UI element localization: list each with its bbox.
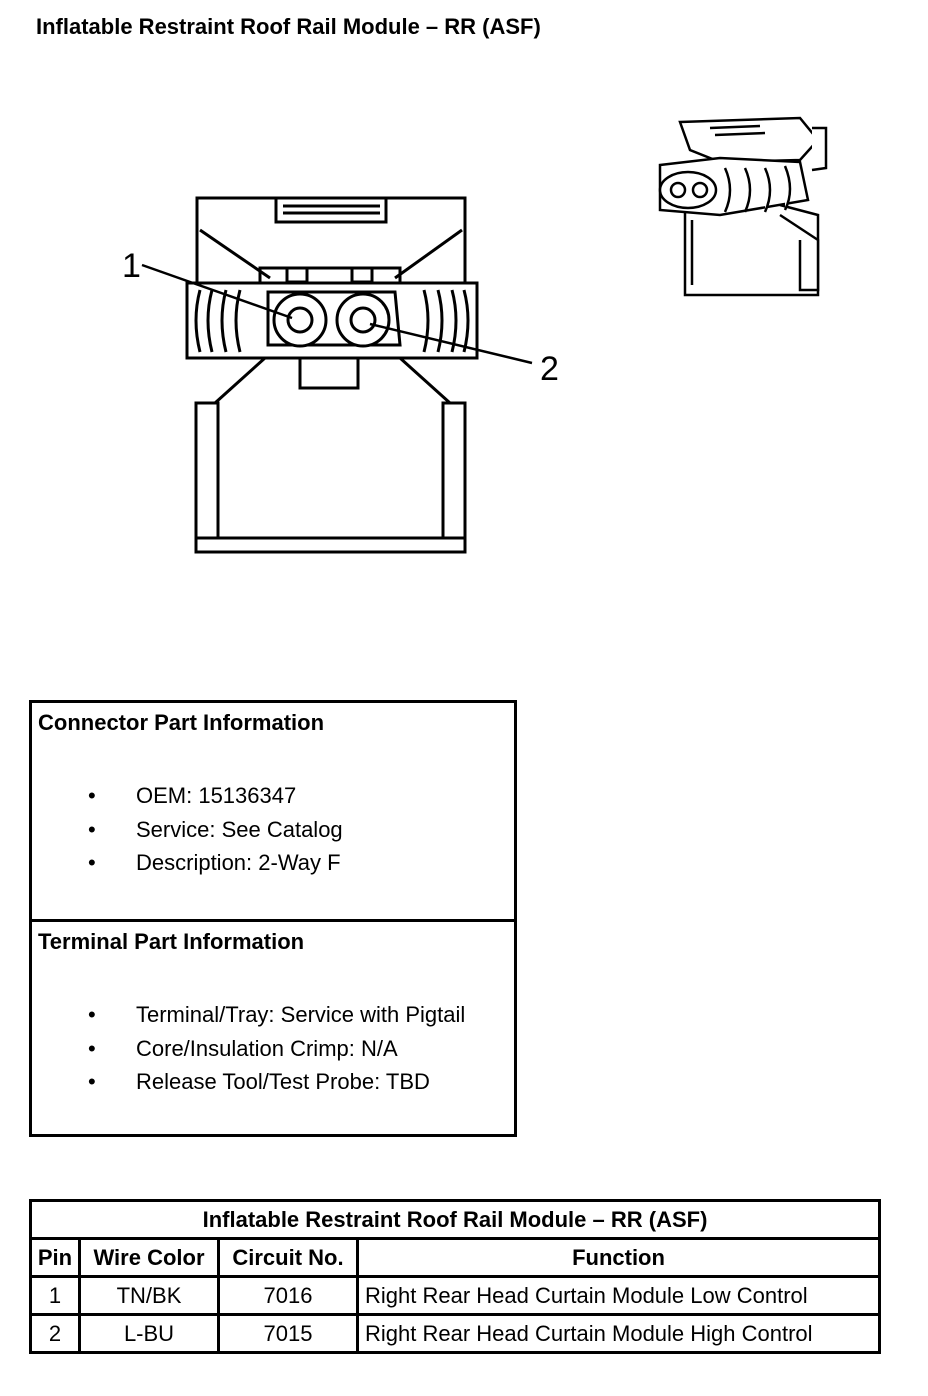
terminal-info-crimp: Core/Insulation Crimp: N/A	[136, 1035, 398, 1061]
table-title: Inflatable Restraint Roof Rail Module – RR (ASF)	[31, 1201, 880, 1239]
cell-wire-color: L-BU	[80, 1315, 219, 1353]
terminal-info-release-tool: Release Tool/Test Probe: TBD	[136, 1069, 430, 1094]
part-information-box	[29, 700, 517, 1137]
pinout-table	[29, 1199, 881, 1354]
connector-diagram	[0, 0, 928, 640]
cell-function: Right Rear Head Curtain Module Low Control	[358, 1277, 880, 1315]
table-title-row	[31, 1201, 880, 1239]
list-item	[32, 850, 343, 884]
bullet-icon: •	[88, 1035, 96, 1061]
connector-info-list	[32, 783, 343, 884]
list-item	[32, 1036, 465, 1070]
cell-pin: 1	[31, 1277, 80, 1315]
connector-info-service: Service: See Catalog	[136, 816, 343, 842]
cell-function: Right Rear Head Curtain Module High Control	[358, 1315, 880, 1353]
page-title: Inflatable Restraint Roof Rail Module – RR (ASF)	[36, 14, 541, 39]
column-header-pin: Pin	[31, 1239, 80, 1277]
cell-wire-color: TN/BK	[80, 1277, 219, 1315]
list-item	[32, 1002, 465, 1036]
bullet-icon: •	[88, 816, 96, 842]
bullet-icon: •	[88, 850, 96, 875]
column-header-wire-color: Wire Color	[80, 1239, 219, 1277]
cell-pin: 2	[31, 1315, 80, 1353]
bullet-icon: •	[88, 1069, 96, 1094]
list-item	[32, 1069, 465, 1103]
terminal-part-info	[32, 922, 514, 1134]
connector-face-view-icon	[187, 198, 477, 552]
column-header-circuit: Circuit No.	[219, 1239, 358, 1277]
list-item	[32, 817, 343, 851]
list-item	[32, 783, 343, 817]
connector-part-info	[32, 703, 514, 922]
terminal-info-list	[32, 1002, 465, 1103]
terminal-info-tray: Terminal/Tray: Service with Pigtail	[136, 1002, 466, 1027]
pin-callout-2: 2	[540, 350, 559, 388]
connector-isometric-view-icon	[660, 118, 826, 295]
connector-info-description: Description: 2-Way F	[136, 850, 341, 875]
table-row	[31, 1277, 880, 1315]
table-header-row	[31, 1239, 880, 1277]
column-header-function: Function	[358, 1239, 880, 1277]
pin-callout-1: 1	[122, 247, 141, 285]
connector-info-oem: OEM: 15136347	[136, 783, 297, 808]
table-row	[31, 1315, 880, 1353]
bullet-icon: •	[88, 1002, 96, 1027]
connector-part-info-heading: Connector Part Information	[38, 710, 325, 735]
terminal-part-info-heading: Terminal Part Information	[38, 929, 305, 954]
cell-circuit: 7015	[219, 1315, 358, 1353]
cell-circuit: 7016	[219, 1277, 358, 1315]
bullet-icon: •	[88, 783, 96, 808]
